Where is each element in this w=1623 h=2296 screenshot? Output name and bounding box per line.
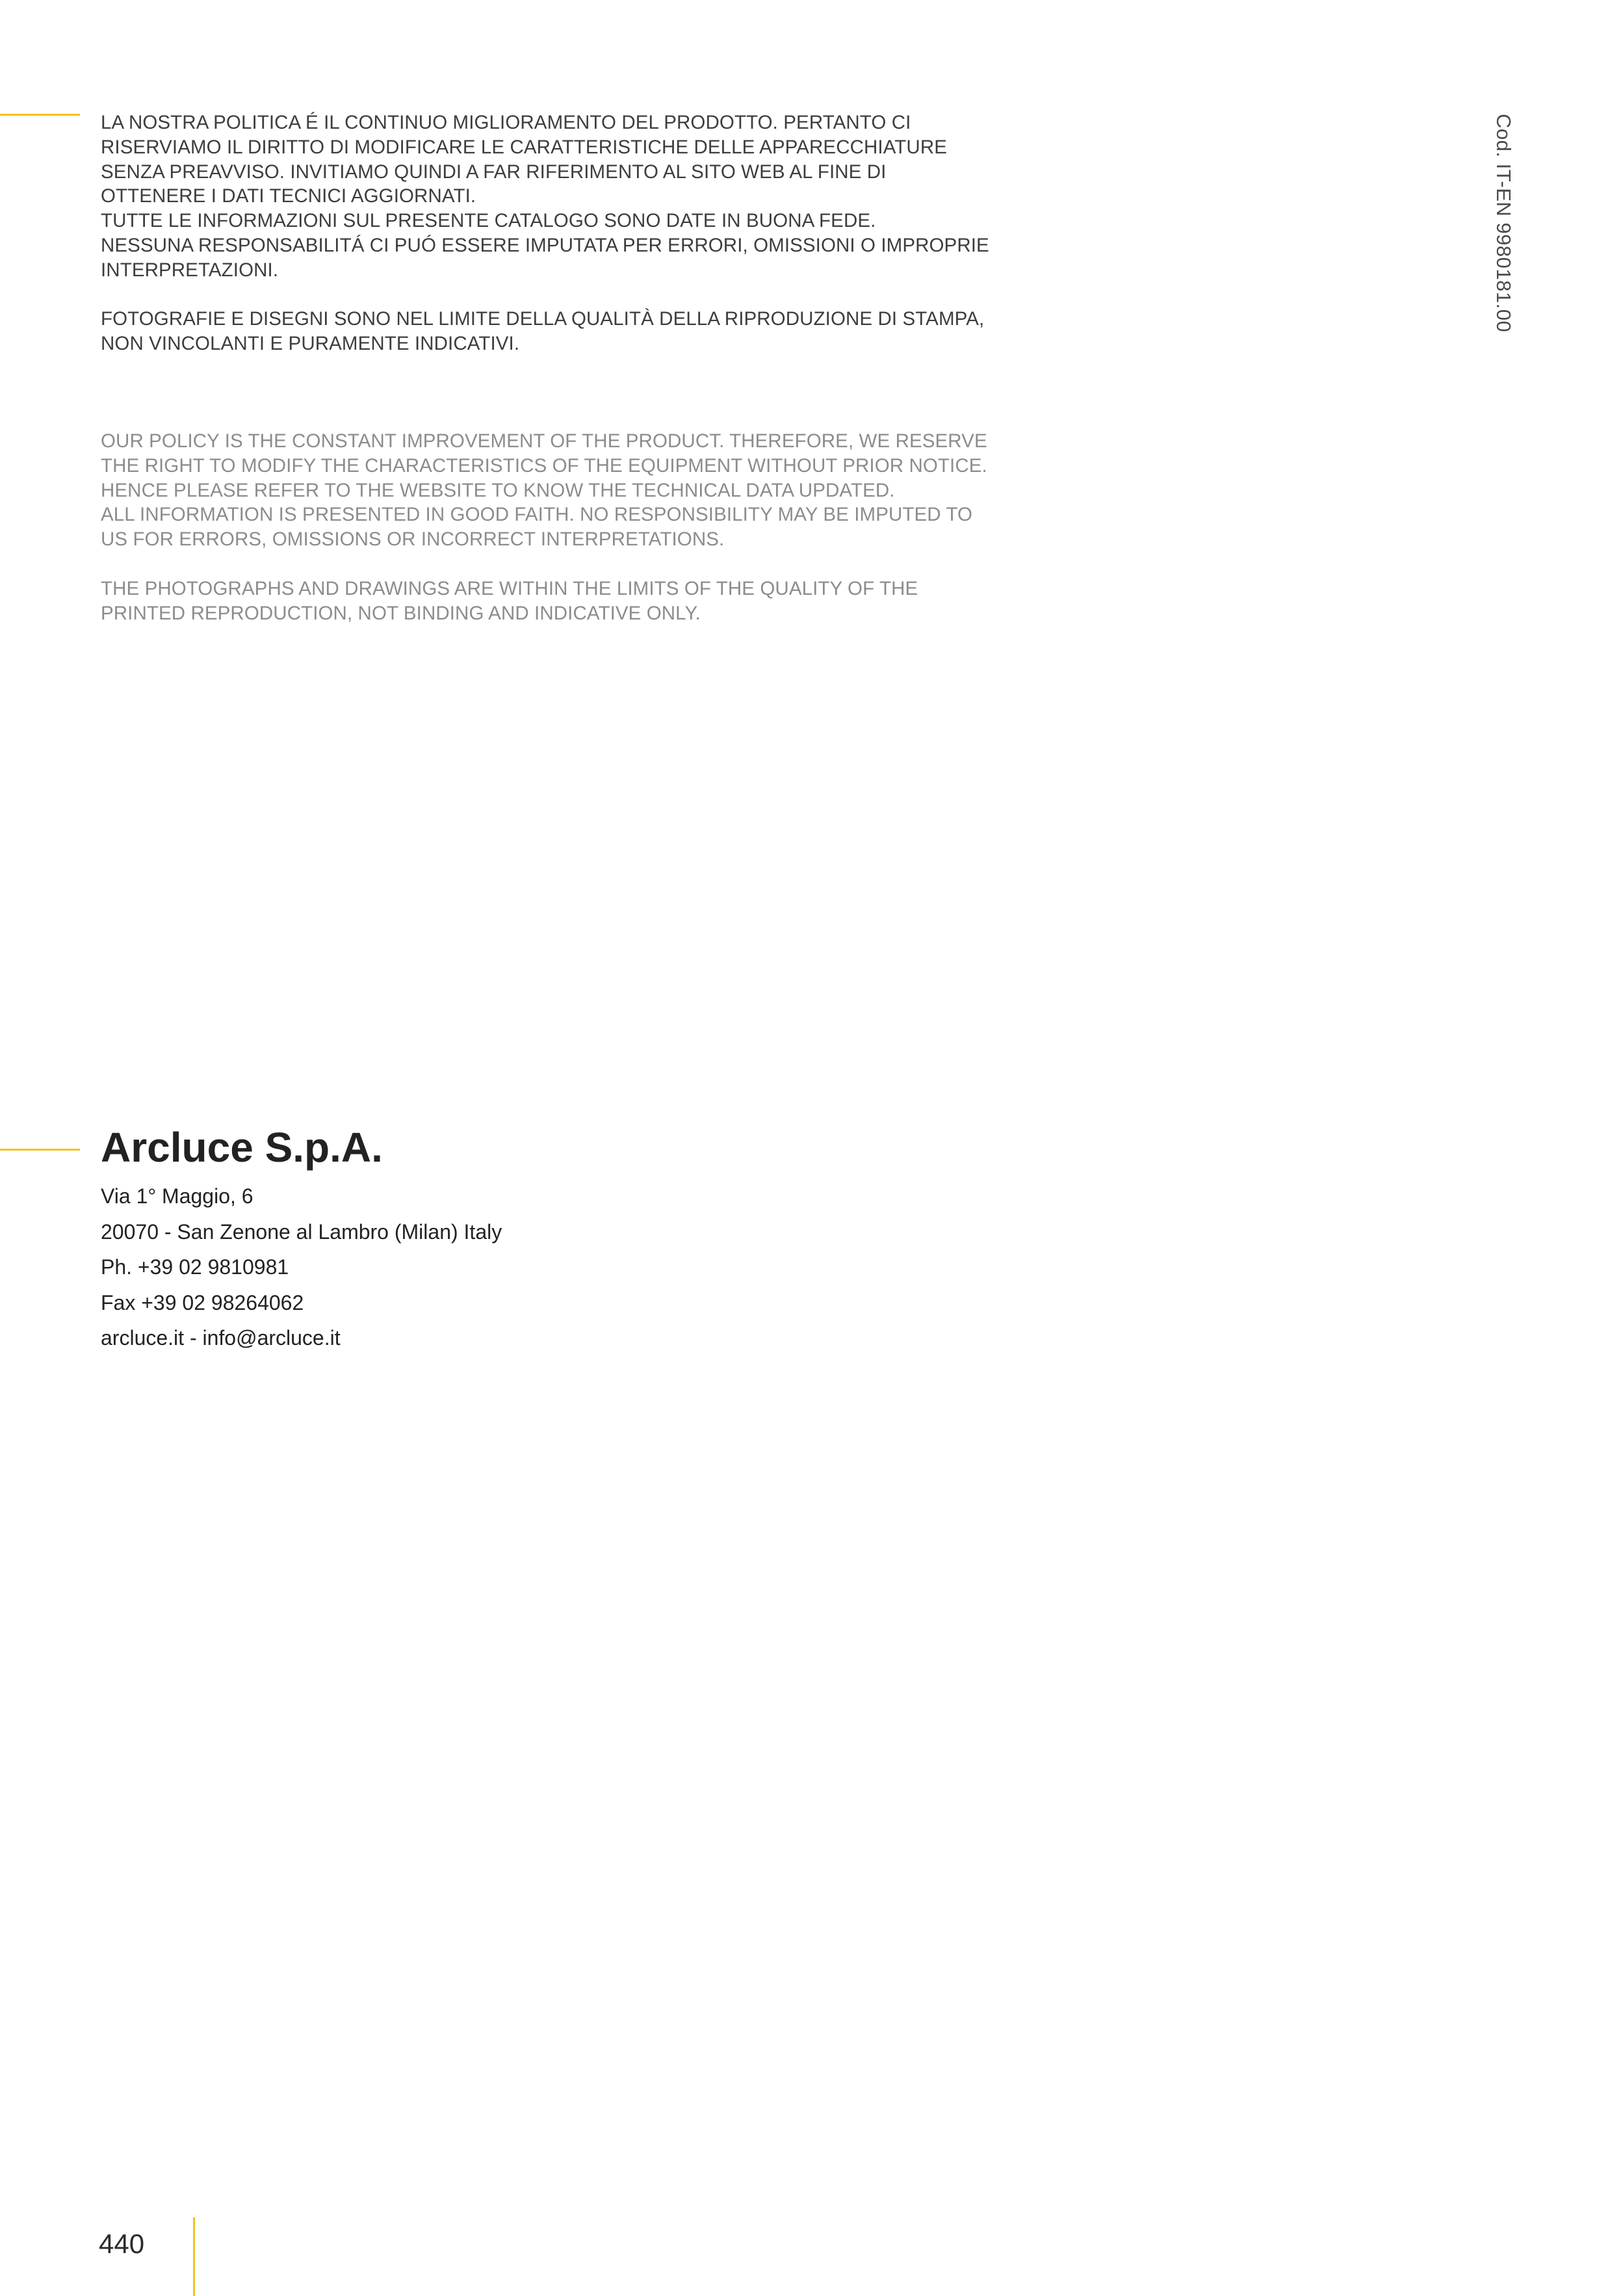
accent-rule-footer [193,2217,195,2296]
legal-notice-italian-paragraph-1: LA NOSTRA POLITICA É IL CONTINUO MIGLIORAMENTO DEL PRODOTTO. PERTANTO CI RISERVIAMO IL DIRITTO DI MODIFICARE LE CARATTERISTICHE DELLE APPARECCHIATURE SENZA PREAVVISO. INVITIAMO QUINDI A FAR RIFERIMENTO AL SITO WEB AL FINE DI OTTENERE I DATI TECNICI AGGIORNATI. TUTTE LE INFORMAZIONI SUL PRESENTE CATALOGO SONO DATE IN BUONA FEDE. NESSUNA RESPONSABILITÁ CI PUÓ ESSERE IMPUTATA PER ERRORI, OMISSIONI O IMPROPRIE INTERPRETAZIONI. [101,112,989,281]
company-name: Arcluce S.p.A. [101,1124,383,1171]
legal-notice-english [101,429,1011,625]
company-address-street: Via 1° Maggio, 6 [101,1184,253,1208]
company-contact-block [101,1121,502,1356]
legal-notice-italian-paragraph-2: FOTOGRAFIE E DISEGNI SONO NEL LIMITE DELLA QUALITÀ DELLA RIPRODUZIONE DI STAMPA, NON VINCOLANTI E PURAMENTE INDICATIVI. [101,308,985,355]
document-code: Cod. IT-EN 9980181.00 [1492,114,1515,333]
legal-notice-english-paragraph-1: OUR POLICY IS THE CONSTANT IMPROVEMENT OF THE PRODUCT. THEREFORE, WE RESERVE THE RIGHT TO MODIFY THE CHARACTERISTICS OF THE EQUIPMENT WITHOUT PRIOR NOTICE. HENCE PLEASE REFER TO THE WEBSITE TO KNOW THE TECHNICAL DATA UPDATED. ALL INFORMATION IS PRESENTED IN GOOD FAITH. NO RESPONSIBILITY MAY BE IMPUTED TO US FOR ERRORS, OMISSIONS OR INCORRECT INTERPRETATIONS. [101,430,987,551]
company-web-email: arcluce.it - info@arcluce.it [101,1326,341,1350]
company-fax: Fax +39 02 98264062 [101,1290,304,1314]
legal-notice-english-paragraph-2: THE PHOTOGRAPHS AND DRAWINGS ARE WITHIN THE LIMITS OF THE QUALITY OF THE PRINTED REPRODUCTION, NOT BINDING AND INDICATIVE ONLY. [101,577,918,624]
accent-rule-top [0,114,80,116]
page-number: 440 [99,2228,145,2259]
company-address-city: 20070 - San Zenone al Lambro (Milan) Italy [101,1220,502,1244]
company-contact-lines [101,1179,502,1356]
legal-notice-italian [101,111,1011,356]
company-phone: Ph. +39 02 9810981 [101,1255,289,1279]
accent-rule-company [0,1149,80,1151]
